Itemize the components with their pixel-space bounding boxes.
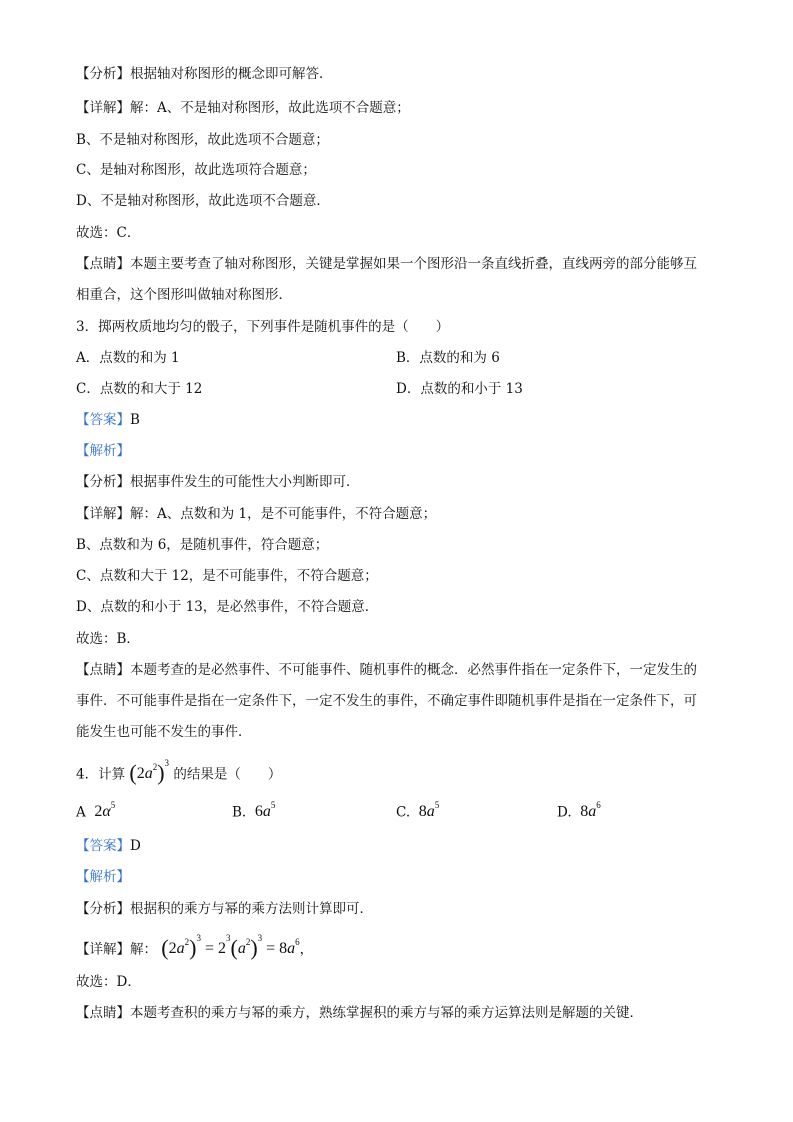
q4-stem: [76, 756, 733, 788]
q4-stem-prefix: 4．计算: [76, 766, 126, 783]
q2-choose: 故选：C．: [76, 225, 141, 241]
q3-option-d: D．点数的和小于 13: [396, 381, 523, 397]
q3-comment-1: 【点睛】本题考查的是必然事件、不可能事件、随机事件的概念．必然事件指在一定条件下，一定发生的: [76, 662, 697, 678]
q3-option-b: B．点数的和为 6: [396, 350, 500, 366]
q3-answer-tag: 【答案】: [76, 412, 130, 428]
q3-answer-value: B: [130, 412, 140, 428]
q3-comment-2: 事件．不可能事件是指在一定条件下，一定不发生的事件，不确定事件即随机事件是指在一定条件下，可: [76, 693, 697, 709]
q4-answer-tag: 【答案】: [76, 838, 130, 854]
q3-detail-4: D、点数的和小于 13，是必然事件，不符合题意．: [76, 599, 379, 615]
q3-choose: 故选：B．: [76, 631, 140, 647]
q4-detail-prefix: 【详解】解：: [76, 941, 157, 958]
q4-option-d: D. $8a^6$: [557, 800, 601, 821]
q4-explain-tag: 【解析】: [76, 869, 130, 885]
q4-answer-value: D: [130, 838, 141, 854]
q3-stem: 3．掷两枚质地均匀的骰子，下列事件是随机事件的是（ ）: [76, 319, 450, 335]
q3-detail-1: 【详解】解：A、点数和为 1，是不可能事件，不符合题意；: [76, 506, 437, 522]
q2-detail-3: C、是轴对称图形，故此选项符合题意；: [76, 162, 316, 178]
q4-option-b: B. $6a^5$: [232, 800, 276, 821]
q3-answer: [76, 410, 733, 430]
q3-comment-3: 能发生也可能不发生的事件．: [76, 724, 252, 740]
q3-analysis: 【分析】根据事件发生的可能性大小判断即可．: [76, 474, 360, 490]
q2-analysis: 【分析】根据轴对称图形的概念即可解答．: [76, 66, 333, 82]
q4-detail: 【详解】解： $(2a^2)^3 = 2^3(a^2)^3 = 8a^6$，: [76, 933, 314, 961]
q3-option-a: A．点数的和为 1: [76, 350, 180, 366]
q2-detail-2: B、不是轴对称图形，故此选项不合题意；: [76, 132, 329, 148]
q2-comment-2: 相重合，这个图形叫做轴对称图形．: [76, 287, 292, 303]
q4-option-c: C. $8a^5$: [396, 800, 440, 821]
q4-equation: $(2a^2)^3 = 2^3(a^2)^3 = 8a^6$: [161, 933, 300, 961]
q4-stem-suffix: 的结果是（ ）: [173, 766, 282, 783]
q2-comment-1: 【点睛】本题主要考查了轴对称图形，关键是掌握如果一个图形沿一条直线折叠，直线两旁的部分能够互: [76, 256, 697, 272]
q3-detail-3: C、点数和大于 12，是不可能事件，不符合题意；: [76, 568, 378, 584]
q4-comment: 【点睛】本题考查积的乘方与幂的乘方，熟练掌握积的乘方与幂的乘方运算法则是解题的关键．: [76, 1005, 643, 1021]
q4-expression: $(2a^2)^3$: [129, 758, 170, 786]
q4-choose: 故选：D．: [76, 974, 141, 990]
q4-answer: [76, 836, 733, 856]
q2-detail-1: 【详解】解：A、不是轴对称图形，故此选项不合题意；: [76, 100, 410, 116]
q3-explain-tag: 【解析】: [76, 443, 130, 459]
q2-detail-4: D、不是轴对称图形，故此选项不合题意．: [76, 193, 330, 209]
q3-option-c: C．点数的和大于 12: [76, 381, 203, 397]
q3-detail-2: B、点数和为 6，是随机事件，符合题意；: [76, 537, 329, 553]
q4-option-a: A $2\alpha^5$: [76, 800, 116, 821]
q4-analysis: 【分析】根据积的乘方与幂的乘方法则计算即可．: [76, 901, 373, 917]
